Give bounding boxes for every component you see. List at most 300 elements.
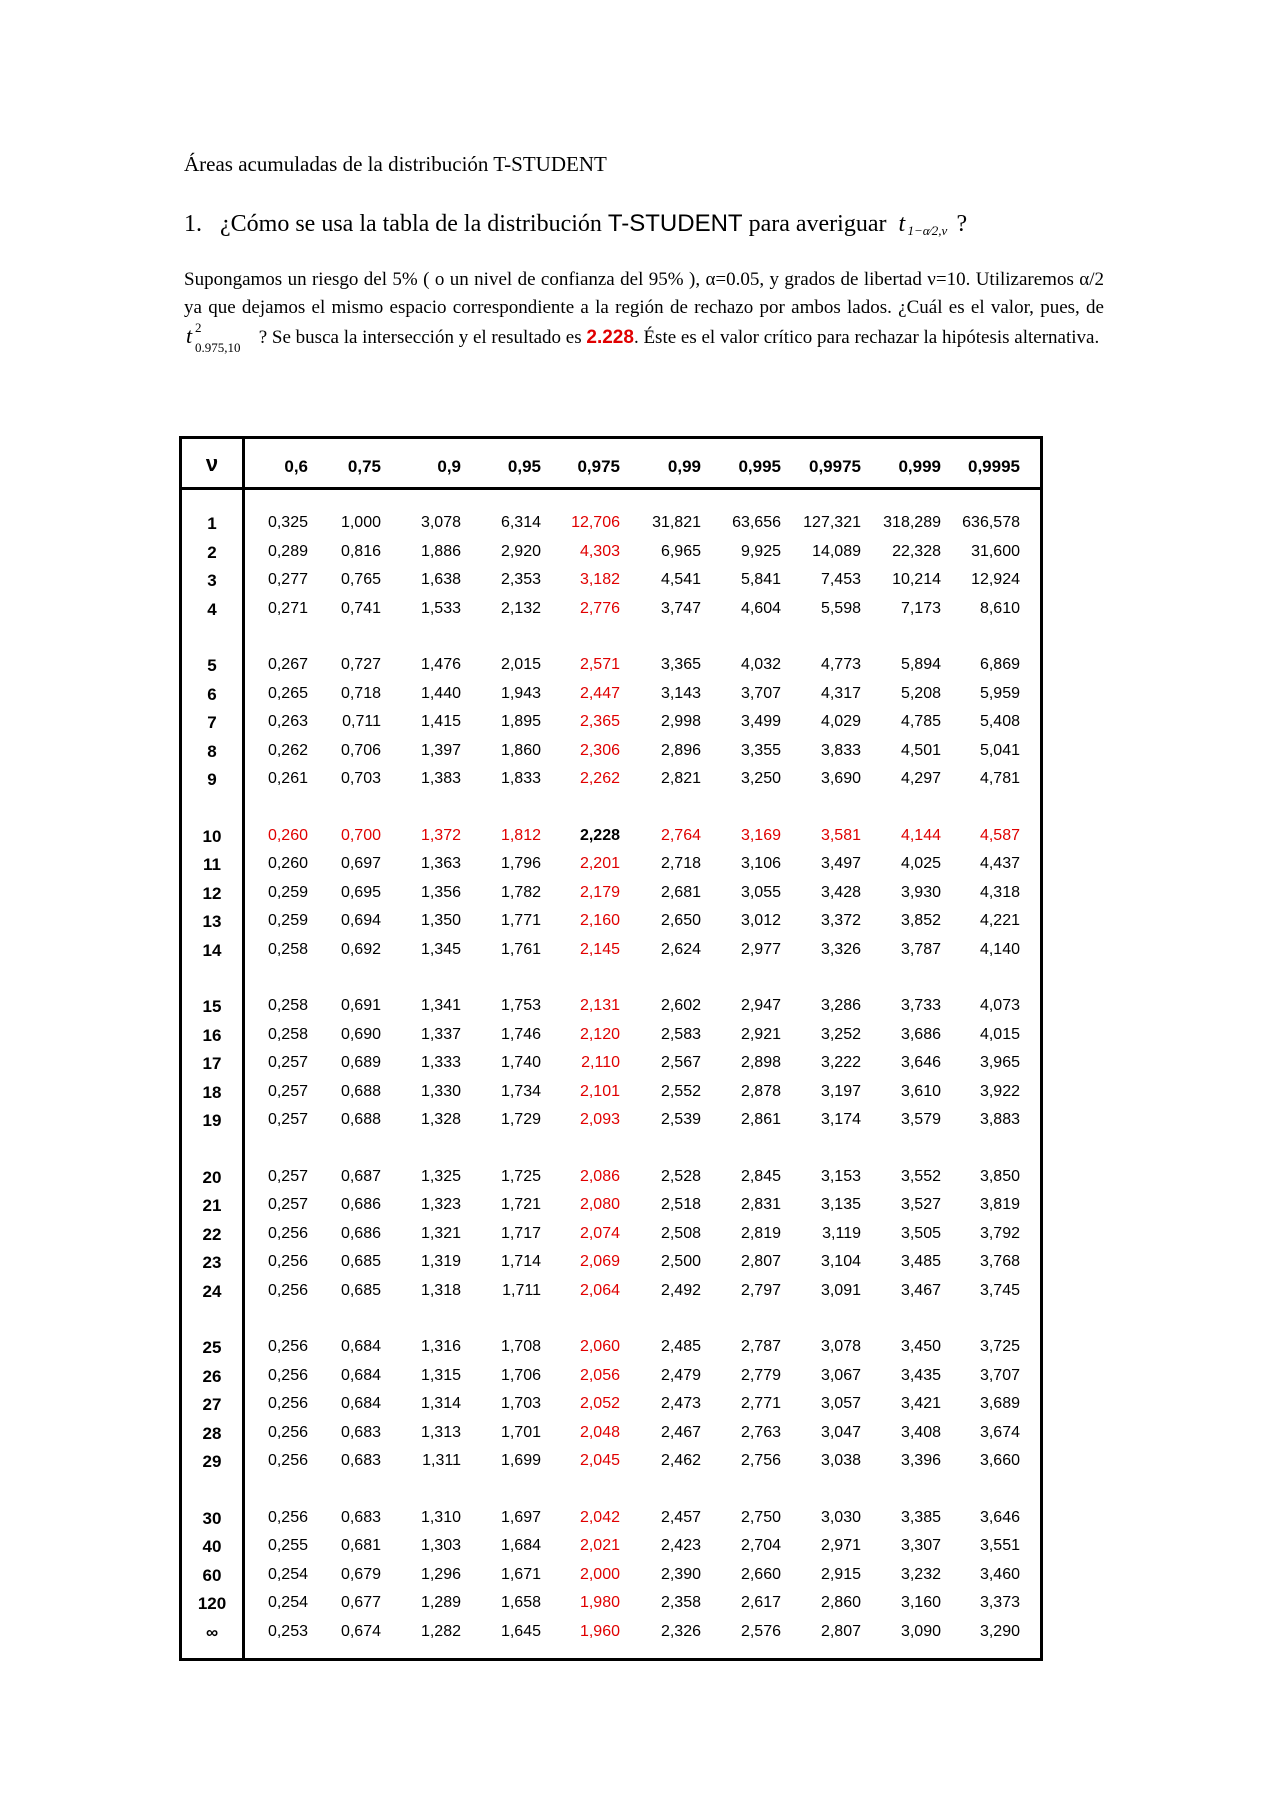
table-cell: 1,697	[500, 1508, 541, 1526]
table-cell: 0,679	[340, 1565, 381, 1583]
table-cell: 4,317	[820, 684, 861, 702]
table-cell: 3,527	[900, 1196, 941, 1213]
t-letter: t	[186, 323, 193, 348]
table-row	[182, 1452, 1040, 1476]
df-label: 4	[207, 599, 217, 619]
table-row	[182, 1026, 1040, 1050]
table-cell: 0,685	[340, 1253, 381, 1270]
table-cell: 3,365	[660, 656, 701, 673]
table-cell: 0,686	[340, 1224, 381, 1242]
table-row	[182, 1424, 1040, 1448]
table-cell: 0,257	[267, 1167, 308, 1185]
table-cell: 2,353	[500, 571, 541, 588]
table-cell: 2,358	[660, 1594, 701, 1611]
table-cell: 2,045	[579, 1452, 620, 1469]
table-cell: 1,658	[500, 1594, 541, 1611]
table-cell: 2,915	[820, 1565, 861, 1583]
table-cell: 3,497	[820, 855, 861, 872]
table-row	[182, 656, 1040, 680]
table-cell: 3,091	[820, 1281, 861, 1299]
df-label: 1	[207, 514, 217, 533]
table-cell: 0,258	[267, 997, 308, 1014]
df-label: 3	[207, 571, 217, 590]
table-row	[182, 1054, 1040, 1078]
table-cell: 2,060	[579, 1338, 620, 1355]
table-cell: 1,310	[420, 1508, 461, 1526]
table-cell: 2,074	[579, 1224, 620, 1242]
df-label: 26	[202, 1366, 222, 1386]
table-cell: 2,947	[740, 997, 781, 1014]
table-cell: 1,886	[420, 542, 461, 560]
table-cell: 0,674	[340, 1622, 381, 1640]
table-cell: 3,067	[820, 1366, 861, 1384]
df-label: 12	[202, 883, 222, 903]
table-cell: 1,415	[420, 713, 461, 730]
table-cell: 1,782	[500, 883, 541, 901]
table-cell: 22,328	[892, 542, 941, 560]
table-cell: 2,500	[660, 1253, 701, 1270]
table-cell: 2,750	[740, 1508, 781, 1526]
table-cell: 2,571	[579, 656, 620, 673]
table-cell: 3,435	[900, 1366, 941, 1384]
column-header: 0,95	[507, 457, 541, 476]
table-row	[182, 713, 1040, 737]
table-cell: 2,101	[579, 1082, 620, 1100]
df-label: 15	[202, 997, 222, 1016]
column-header: 0,99	[667, 457, 701, 476]
table-cell: 2,650	[660, 912, 701, 929]
table-cell: 318,289	[883, 514, 941, 531]
table-cell: 1,701	[500, 1423, 541, 1441]
table-cell: 3,579	[900, 1111, 941, 1128]
table-cell: 9,925	[740, 542, 781, 560]
table-cell: 1,363	[420, 855, 461, 872]
table-cell: 2,110	[581, 1054, 620, 1071]
table-row	[182, 1623, 1040, 1647]
table-cell: 1,717	[500, 1224, 541, 1242]
table-cell: 2,567	[660, 1054, 701, 1071]
paragraph-part3: . Éste es el valor crítico para rechazar la hipótesis alternativa.	[633, 327, 1100, 348]
df-label: 20	[202, 1167, 222, 1187]
table-cell: 1,315	[420, 1366, 461, 1384]
table-cell: 1,671	[500, 1565, 541, 1583]
table-cell: 0,683	[340, 1508, 381, 1526]
table-cell: 2,306	[579, 741, 620, 759]
df-label: 8	[207, 741, 217, 761]
table-cell: 1,725	[500, 1167, 541, 1185]
table-cell: 3,197	[820, 1082, 861, 1100]
table-cell: 1,476	[420, 656, 461, 673]
df-label: 16	[202, 1025, 222, 1045]
table-cell: 2,485	[660, 1338, 701, 1355]
table-cell: 2,508	[660, 1224, 701, 1242]
table-cell: 4,318	[979, 883, 1020, 901]
table-cell: 0,256	[267, 1338, 308, 1355]
table-cell: 5,408	[979, 713, 1020, 730]
column-header: 0,995	[738, 457, 781, 476]
table-cell: 0,254	[267, 1594, 308, 1611]
table-cell: 3,733	[900, 997, 941, 1014]
table-cell: 3,467	[900, 1281, 941, 1299]
table-cell: 2,921	[740, 1025, 781, 1043]
table-cell: 2,326	[660, 1622, 701, 1640]
question-end: ?	[956, 211, 968, 237]
table-cell: 0,325	[267, 514, 308, 531]
table-cell: 1,761	[500, 940, 541, 958]
table-cell: 3,106	[740, 855, 781, 872]
table-cell: 1,337	[420, 1025, 461, 1043]
table-cell: 2,228	[579, 826, 620, 844]
table-cell: 0,684	[340, 1366, 381, 1384]
table-cell: 0,256	[267, 1253, 308, 1270]
table-cell: 0,683	[340, 1423, 381, 1441]
table-row	[182, 543, 1040, 567]
table-cell: 1,699	[500, 1452, 541, 1469]
table-cell: 1,314	[420, 1395, 461, 1412]
column-header: 0,9975	[809, 457, 861, 476]
table-cell: 1,638	[420, 571, 461, 588]
table-cell: 2,878	[740, 1082, 781, 1100]
table-cell: 3,428	[820, 883, 861, 901]
table-cell: 1,296	[420, 1565, 461, 1583]
df-label: 23	[202, 1253, 222, 1272]
table-cell: 1,684	[500, 1537, 541, 1554]
table-cell: 0,683	[340, 1452, 381, 1469]
df-label: 22	[202, 1224, 222, 1244]
table-cell: 7,453	[820, 571, 861, 588]
table-cell: 2,518	[660, 1196, 701, 1213]
table-cell: 2,763	[740, 1423, 781, 1441]
table-cell: 0,697	[340, 855, 381, 872]
table-cell: 0,703	[340, 770, 381, 787]
table-cell: 3,819	[979, 1196, 1020, 1213]
table-cell: 2,479	[660, 1366, 701, 1384]
table-cell: 1,440	[420, 684, 461, 702]
table-cell: 2,807	[820, 1622, 861, 1640]
table-cell: 3,286	[820, 997, 861, 1014]
t-superscript: 2	[195, 320, 202, 335]
table-cell: 1,330	[420, 1082, 461, 1100]
table-cell: 1,771	[500, 912, 541, 929]
table-cell: 2,821	[660, 770, 701, 787]
table-row	[182, 827, 1040, 851]
table-cell: 31,600	[971, 542, 1020, 560]
table-cell: 6,314	[500, 514, 541, 531]
table-cell: 2,624	[660, 940, 701, 958]
table-row	[182, 1196, 1040, 1220]
table-cell: 3,372	[820, 912, 861, 929]
table-cell: 1,303	[420, 1537, 461, 1554]
table-row	[182, 1225, 1040, 1249]
table-cell: 3,850	[979, 1167, 1020, 1185]
table-cell: 31,821	[652, 514, 701, 531]
table-cell: 3,038	[820, 1452, 861, 1469]
table-cell: 0,692	[340, 940, 381, 958]
table-cell: 1,316	[420, 1338, 461, 1355]
table-cell: 1,860	[500, 741, 541, 759]
table-cell: 3,169	[740, 826, 781, 844]
table-cell: 0,687	[340, 1167, 381, 1185]
df-label: 120	[197, 1594, 227, 1613]
table-cell: 2,423	[660, 1537, 701, 1554]
table-cell: 3,222	[820, 1054, 861, 1071]
table-cell: 2,467	[660, 1423, 701, 1441]
df-label: 17	[202, 1054, 222, 1073]
table-cell: 0,257	[267, 1054, 308, 1071]
column-header: 0,75	[347, 457, 381, 476]
table-cell: 2,704	[740, 1537, 781, 1554]
table-cell: 5,041	[979, 741, 1020, 759]
table-cell: 3,421	[900, 1395, 941, 1412]
table-cell: 1,711	[502, 1281, 541, 1299]
table-cell: 0,688	[340, 1111, 381, 1128]
table-cell: 3,307	[900, 1537, 941, 1554]
table-cell: 0,262	[267, 741, 308, 759]
table-row	[182, 514, 1040, 538]
column-header: 0,9995	[968, 457, 1020, 476]
table-row	[182, 1338, 1040, 1362]
table-cell: 3,689	[979, 1395, 1020, 1412]
table-cell: 3,551	[979, 1537, 1020, 1554]
table-cell: 0,741	[340, 599, 381, 617]
table-cell: 3,485	[900, 1253, 941, 1270]
table-cell: 0,265	[267, 684, 308, 702]
table-cell: 2,131	[579, 997, 620, 1014]
table-row	[182, 1111, 1040, 1135]
table-cell: 1,714	[500, 1253, 541, 1270]
table-cell: 0,289	[267, 542, 308, 560]
table-cell: 3,581	[820, 826, 861, 844]
table-cell: 2,756	[740, 1452, 781, 1469]
table-cell: 1,350	[420, 912, 461, 929]
table-cell: 3,078	[420, 514, 461, 531]
table-cell: 4,073	[979, 997, 1020, 1014]
table-cell: 0,765	[340, 571, 381, 588]
table-cell: 2,845	[740, 1167, 781, 1185]
table-cell: 2,160	[579, 912, 620, 929]
table-cell: 3,373	[979, 1594, 1020, 1611]
paragraph-part2: ? Se busca la intersección y el resultado es	[258, 327, 582, 348]
table-cell: 0,257	[267, 1111, 308, 1128]
table-cell: 0,260	[267, 826, 308, 844]
table-cell: 1,397	[420, 741, 461, 759]
table-cell: 1,796	[500, 855, 541, 872]
table-cell: 0,727	[340, 656, 381, 673]
table-cell: 3,686	[900, 1025, 941, 1043]
table-cell: 2,602	[660, 997, 701, 1014]
df-label: 7	[207, 713, 217, 732]
df-label: 5	[207, 656, 217, 675]
table-cell: 2,462	[660, 1452, 701, 1469]
table-cell: 1,734	[500, 1082, 541, 1100]
table-cell: 3,450	[900, 1338, 941, 1355]
table-cell: 1,282	[420, 1622, 461, 1640]
table-cell: 6,869	[979, 656, 1020, 673]
critical-value-result: 2.228	[586, 327, 634, 348]
table-cell: 2,120	[579, 1025, 620, 1043]
t-student-table	[179, 436, 1043, 1661]
table-cell: 2,971	[820, 1537, 861, 1554]
table-cell: 3,610	[900, 1082, 941, 1100]
table-cell: 0,706	[340, 741, 381, 759]
table-cell: 0,684	[340, 1338, 381, 1355]
t-subscript: 0.975,10	[195, 340, 241, 355]
table-cell: 1,960	[579, 1622, 620, 1640]
table-cell: 2,021	[579, 1537, 620, 1554]
table-cell: 0,254	[267, 1565, 308, 1583]
table-cell: 1,372	[420, 826, 461, 844]
question-number: 1.	[184, 211, 202, 237]
table-cell: 2,583	[660, 1025, 701, 1043]
table-cell: 0,257	[267, 1196, 308, 1213]
table-cell: 2,807	[740, 1253, 781, 1270]
table-cell: 0,718	[340, 684, 381, 702]
table-cell: 2,660	[740, 1565, 781, 1583]
table-cell: 2,492	[660, 1281, 701, 1299]
table-cell: 6,965	[660, 542, 701, 560]
table-cell: 1,328	[420, 1111, 461, 1128]
table-cell: 4,140	[979, 940, 1020, 958]
table-row	[182, 912, 1040, 936]
table-cell: 3,674	[979, 1423, 1020, 1441]
table-cell: 5,894	[900, 656, 941, 673]
table-cell: 2,861	[740, 1111, 781, 1128]
table-cell: 2,539	[660, 1111, 701, 1128]
table-cell: 1,323	[420, 1196, 461, 1213]
table-cell: 0,684	[340, 1395, 381, 1412]
table-cell: 3,505	[900, 1224, 941, 1242]
table-cell: 1,341	[420, 997, 461, 1014]
table-cell: 3,852	[900, 912, 941, 929]
table-cell: 2,576	[740, 1622, 781, 1640]
table-cell: 2,015	[500, 656, 541, 673]
table-row	[182, 1367, 1040, 1391]
table-cell: 3,078	[820, 1338, 861, 1355]
table-cell: 0,263	[267, 713, 308, 730]
table-cell: 2,819	[740, 1224, 781, 1242]
table-cell: 0,816	[340, 542, 381, 560]
table-cell: 0,256	[267, 1224, 308, 1242]
column-header: 0,999	[898, 457, 941, 476]
table-cell: 4,221	[979, 912, 1020, 929]
df-label: 25	[202, 1338, 222, 1357]
table-cell: 0,256	[267, 1281, 308, 1299]
question-tstudent: T-STUDENT	[607, 210, 743, 237]
df-label: 13	[202, 912, 222, 931]
table-cell: 4,297	[900, 770, 941, 787]
table-cell: 2,776	[579, 599, 620, 617]
table-cell: 3,174	[820, 1111, 861, 1128]
table-cell: 3,057	[820, 1395, 861, 1412]
table-cell: 2,528	[660, 1167, 701, 1185]
table-cell: 3,326	[820, 940, 861, 958]
df-label: 21	[202, 1196, 222, 1215]
table-cell: 2,764	[660, 826, 701, 844]
table-row	[182, 1395, 1040, 1419]
table-cell: 2,365	[579, 713, 620, 730]
table-cell: 0,711	[342, 713, 381, 730]
table-cell: 2,056	[579, 1366, 620, 1384]
table-cell: 1,313	[420, 1423, 461, 1441]
table-cell: 4,501	[900, 741, 941, 759]
table-cell: 2,718	[660, 855, 701, 872]
df-label: 30	[202, 1508, 222, 1528]
table-cell: 2,179	[579, 883, 620, 901]
table-cell: 3,460	[979, 1565, 1020, 1583]
table-cell: 1,746	[500, 1025, 541, 1043]
table-cell: 3,499	[740, 713, 781, 730]
table-cell: 0,694	[340, 912, 381, 929]
table-cell: 3,690	[820, 770, 861, 787]
table-cell: 1,812	[500, 826, 541, 844]
table-cell: 3,965	[979, 1054, 1020, 1071]
table-cell: 4,015	[979, 1025, 1020, 1043]
table-cell: 2,145	[579, 940, 620, 958]
table-cell: 2,048	[579, 1423, 620, 1441]
table-cell: 1,753	[500, 997, 541, 1014]
table-cell: 0,267	[267, 656, 308, 673]
table-cell: 1,289	[420, 1594, 461, 1611]
table-cell: 0,258	[267, 1025, 308, 1043]
table-cell: 1,721	[500, 1196, 541, 1213]
table-cell: 5,841	[740, 571, 781, 588]
t-critical-symbol	[898, 211, 950, 238]
table-cell: 4,781	[979, 770, 1020, 787]
table-cell: 0,277	[267, 571, 308, 588]
table-cell: 1,383	[420, 770, 461, 787]
table-cell: 12,706	[571, 514, 620, 531]
table-cell: 0,691	[340, 997, 381, 1014]
table-cell: 4,541	[660, 571, 701, 588]
table-cell: 3,135	[820, 1196, 861, 1213]
table-cell: 0,690	[340, 1025, 381, 1043]
table-cell: 2,080	[579, 1196, 620, 1213]
table-cell: 4,773	[820, 656, 861, 673]
column-header: 0,9	[437, 457, 461, 476]
table-cell: 2,132	[500, 599, 541, 617]
table-cell: 2,390	[660, 1565, 701, 1583]
table-cell: 1,895	[500, 713, 541, 730]
table-cell: 1,356	[420, 883, 461, 901]
table-cell: 3,707	[979, 1366, 1020, 1384]
table-cell: 3,252	[820, 1025, 861, 1043]
table-cell: 63,656	[732, 514, 781, 531]
table-cell: 3,385	[900, 1508, 941, 1526]
table-cell: 2,860	[820, 1594, 861, 1611]
table-cell: 1,311	[422, 1452, 461, 1469]
table-row	[182, 1282, 1040, 1306]
table-cell: 1,000	[340, 514, 381, 531]
table-cell: 3,047	[820, 1423, 861, 1441]
table-cell: 2,052	[579, 1395, 620, 1412]
table-cell: 2,042	[579, 1508, 620, 1526]
table-cell: 1,318	[420, 1281, 461, 1299]
table-row	[182, 1509, 1040, 1533]
table-cell: 2,093	[579, 1111, 620, 1128]
table-cell: 3,182	[579, 571, 620, 588]
table-cell: 1,533	[420, 599, 461, 617]
table-cell: 2,000	[579, 1565, 620, 1583]
table-cell: 0,253	[267, 1622, 308, 1640]
t-subscript: 1−α⁄2,ν	[907, 223, 948, 238]
table-cell: 4,029	[820, 713, 861, 730]
table-cell: 0,686	[340, 1196, 381, 1213]
table-cell: 2,552	[660, 1082, 701, 1100]
column-header: 0,6	[284, 457, 308, 476]
table-cell: 0,257	[267, 1082, 308, 1100]
table-cell: 4,785	[900, 713, 941, 730]
table-cell: 3,396	[900, 1452, 941, 1469]
